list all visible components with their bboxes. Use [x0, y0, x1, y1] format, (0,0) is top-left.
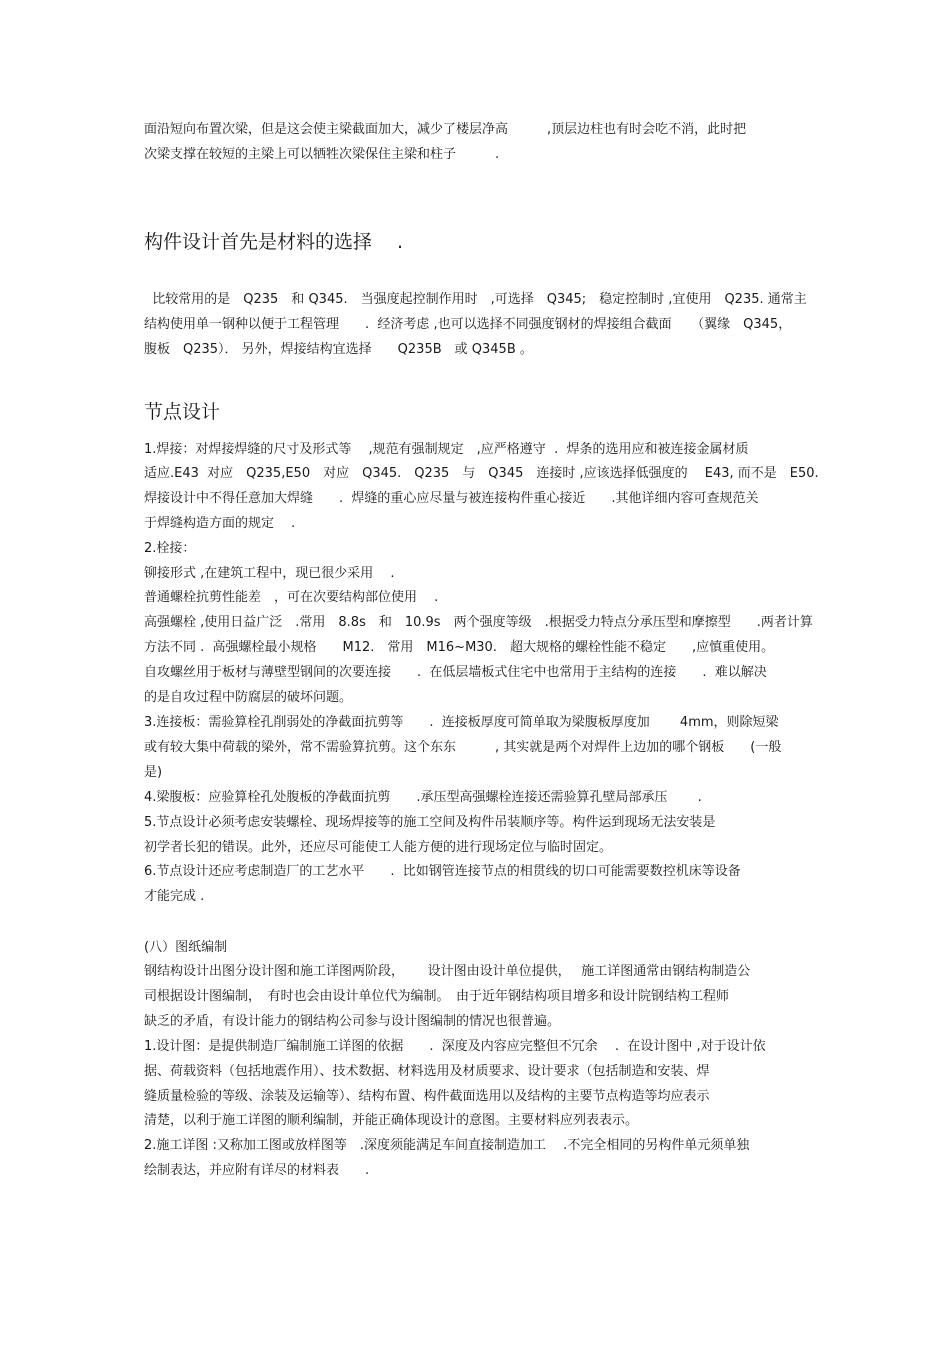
text-line: 才能完成 .: [144, 889, 205, 904]
text-line: 缝质量检验的等级、涂装及运输等）、结构布置、构件截面选用以及结构的主要节点构造等均应表示: [144, 1089, 710, 1104]
text-line: 高强螺栓 ,使用日益广泛 .常用 8.8s 和 10.9s 两个强度等级 .根据受力特点分承压型和摩擦型 .两者计算: [144, 615, 813, 630]
text-line: 2.施工详图 :又称加工图或放样图等 .深度须能满足车间直接制造加工 .不完全相同的另构件单元须单独: [144, 1138, 750, 1153]
text-line: 司根据设计图编制， 有时也会由设计单位代为编制。 由于近年钢结构项目增多和设计院钢结构工程师: [144, 989, 730, 1004]
text-line: 方法不同 . 高强螺栓最小规格 M12. 常用 M16~M30. 超大规格的螺栓性能不稳定 ,应慎重使用。: [144, 640, 775, 655]
text-line: 自攻螺丝用于板材与薄壁型钢间的次要连接 . 在低层墙板式住宅中也常用于主结构的连接 . 难以解决: [144, 665, 767, 680]
text-line: 或有较大集中荷载的梁外，常不需验算抗剪。这个东东 , 其实就是两个对焊件上边加的哪个钢板 (一般: [144, 740, 782, 755]
text-line: 的是自攻过程中防腐层的破坏问题。: [144, 690, 353, 705]
text-line: 3.连接板：需验算栓孔削弱处的净截面抗剪等 . 连接板厚度可简单取为梁腹板厚度加 4mm，则除短梁: [144, 715, 779, 730]
text-line: 腹板 Q235）． 另外，焊接结构宜选择 Q235B 或 Q345B 。: [144, 342, 533, 357]
text-line: 普通螺栓抗剪性能差 ，可在次要结构部位使用 .: [144, 590, 439, 605]
text-line: 是): [144, 765, 163, 780]
section-heading-material: 构件设计首先是材料的选择 .: [144, 231, 404, 253]
text-line: 清楚，以利于施工详图的顺利编制，并能正确体现设计的意图。主要材料应列表表示。: [144, 1113, 639, 1128]
text-line: 2.栓接：: [144, 541, 196, 556]
text-line: 适应.E43 对应 Q235,E50 对应 Q345. Q235 与 Q345 连接时 ,应该选择低强度的 E43, 而不是 E50.: [144, 466, 819, 481]
text-line: 1.设计图：是提供制造厂编制施工详图的依据 . 深度及内容应完整但不冗余 . 在设计图中 ,对于设计依: [144, 1039, 766, 1054]
text-line: 焊接设计中不得任意加大焊缝 . 焊缝的重心应尽量与被连接构件重心接近 .其他详细内容可查规范关: [144, 491, 759, 506]
text-line: 铆接形式 ,在建筑工程中，现已很少采用 .: [144, 566, 395, 581]
text-line: 5.节点设计必须考虑安装螺栓、现场焊接等的施工空间及构件吊装顺序等。构件运到现场无法安装是: [144, 815, 716, 830]
text-line: 1.焊接：对焊接焊缝的尺寸及形式等 ,规范有强制规定 ,应严格遵守 . 焊条的选用应和被连接金属材质: [144, 442, 749, 457]
text-line: 于焊缝构造方面的规定 .: [144, 516, 296, 531]
text-line: 绘制表达，并应附有详尽的材料表 .: [144, 1163, 370, 1178]
text-line: 6.节点设计还应考虑制造厂的工艺水平 . 比如钢管连接节点的相贯线的切口可能需要数控机床等设备: [144, 864, 741, 879]
text-line: 据、荷载资料（包括地震作用）、技术数据、材料选用及材质要求、设计要求（包括制造和安装、焊: [144, 1064, 710, 1079]
text-line: 次梁支撑在较短的主梁上可以牺牲次梁保住主梁和柱子 .: [144, 147, 500, 162]
text-line: 4.梁腹板：应验算栓孔处腹板的净截面抗剪 .承压型高强螺栓连接还需验算孔壁局部承压 .: [144, 790, 702, 805]
text-line: 初学者长犯的错误。此外，还应尽可能使工人能方便的进行现场定位与临时固定。: [144, 840, 613, 855]
text-line: 面沿短向布置次梁，但是这会使主梁截面加大，减少了楼层净高 ,顶层边柱也有时会吃不消，此时把: [144, 122, 747, 137]
text-line: 缺乏的矛盾，有设计能力的钢结构公司参与设计图编制的情况也很普遍。: [144, 1014, 561, 1029]
section-heading-node: 节点设计: [144, 401, 221, 423]
text-line: 结构使用单一钢种以便于工程管理 . 经济考虑 ,也可以选择不同强度钢材的焊接组合截面 （翼缘 Q345，: [144, 317, 792, 332]
text-line: 比较常用的是 Q235 和 Q345. 当强度起控制作用时 ,可选择 Q345; 稳定控制时 ,宜使用 Q235. 通常主: [144, 292, 807, 307]
section-heading-drawings: (八）图纸编制: [144, 940, 228, 955]
text-line: 钢结构设计出图分设计图和施工详图两阶段， 设计图由设计单位提供， 施工详图通常由钢结构制造公: [144, 964, 751, 979]
